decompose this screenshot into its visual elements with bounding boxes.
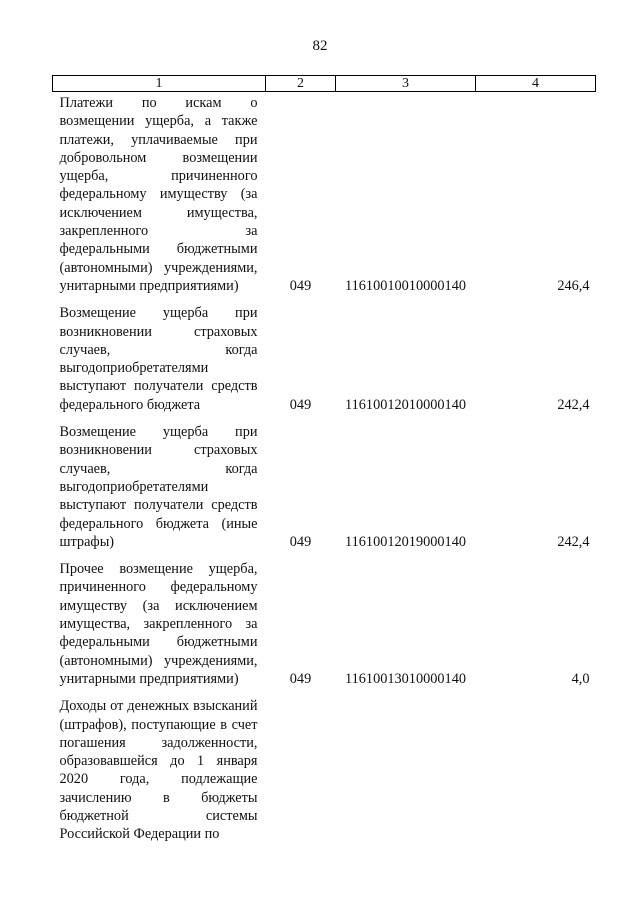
row-description: Возмещение ущерба при возникновении страховых случаев, когда выгодоприобретателями выступают получатели средств федерального бюджета (иные штрафы) — [59, 424, 258, 550]
row-amount — [476, 694, 596, 849]
header-col-4: 4 — [476, 76, 596, 92]
header-col-2: 2 — [266, 76, 336, 92]
header-col-1: 1 — [53, 76, 266, 92]
row-kbk-code: 11610010010000140 — [345, 277, 466, 294]
row-amount: 4,0 — [571, 670, 590, 687]
row-admin-code: 049 — [289, 277, 312, 294]
table-row — [53, 420, 596, 557]
row-amount: 242,4 — [557, 533, 590, 550]
row-admin-code: 049 — [289, 396, 312, 413]
page-number: 82 — [312, 38, 328, 54]
table-header — [53, 76, 596, 92]
row-description: Платежи по искам о возмещении ущерба, а также платежи, уплачиваемые при добровольном возмещении ущерба, причиненного федеральному имуществу (за исключением имущества, закрепленного за федеральными бюджетными (автономными) учреждениями, унитарными предприятиями) — [59, 95, 258, 294]
table-row — [53, 694, 596, 849]
header-row — [53, 76, 596, 92]
row-admin-code: 049 — [289, 533, 312, 550]
row-kbk-code: 11610012010000140 — [345, 396, 466, 413]
row-description: Прочее возмещение ущерба, причиненного федеральному имуществу (за исключением имущества, закрепленного за федеральными бюджетными (автономными) учреждениями, унитарными предприятиями) — [59, 561, 258, 687]
table-row — [53, 301, 596, 420]
row-description: Возмещение ущерба при возникновении страховых случаев, когда выгодоприобретателями выступают получатели средств федерального бюджета — [59, 305, 258, 413]
row-description: Доходы от денежных взысканий (штрафов), поступающие в счет погашения задолженности, образовавшейся до 1 января 2020 года, подлежащие зачислению в бюджеты бюджетной системы Российской Федерации по — [59, 698, 258, 843]
table-row — [53, 92, 596, 302]
row-admin-code — [266, 694, 336, 849]
header-col-3: 3 — [336, 76, 476, 92]
table-body — [53, 92, 596, 850]
revenue-table — [52, 75, 596, 850]
row-amount: 246,4 — [557, 277, 590, 294]
row-amount: 242,4 — [557, 396, 590, 413]
row-kbk-code: 11610012019000140 — [345, 533, 466, 550]
row-kbk-code: 11610013010000140 — [345, 670, 466, 687]
table-row — [53, 557, 596, 694]
row-admin-code: 049 — [289, 670, 312, 687]
row-kbk-code — [336, 694, 476, 849]
